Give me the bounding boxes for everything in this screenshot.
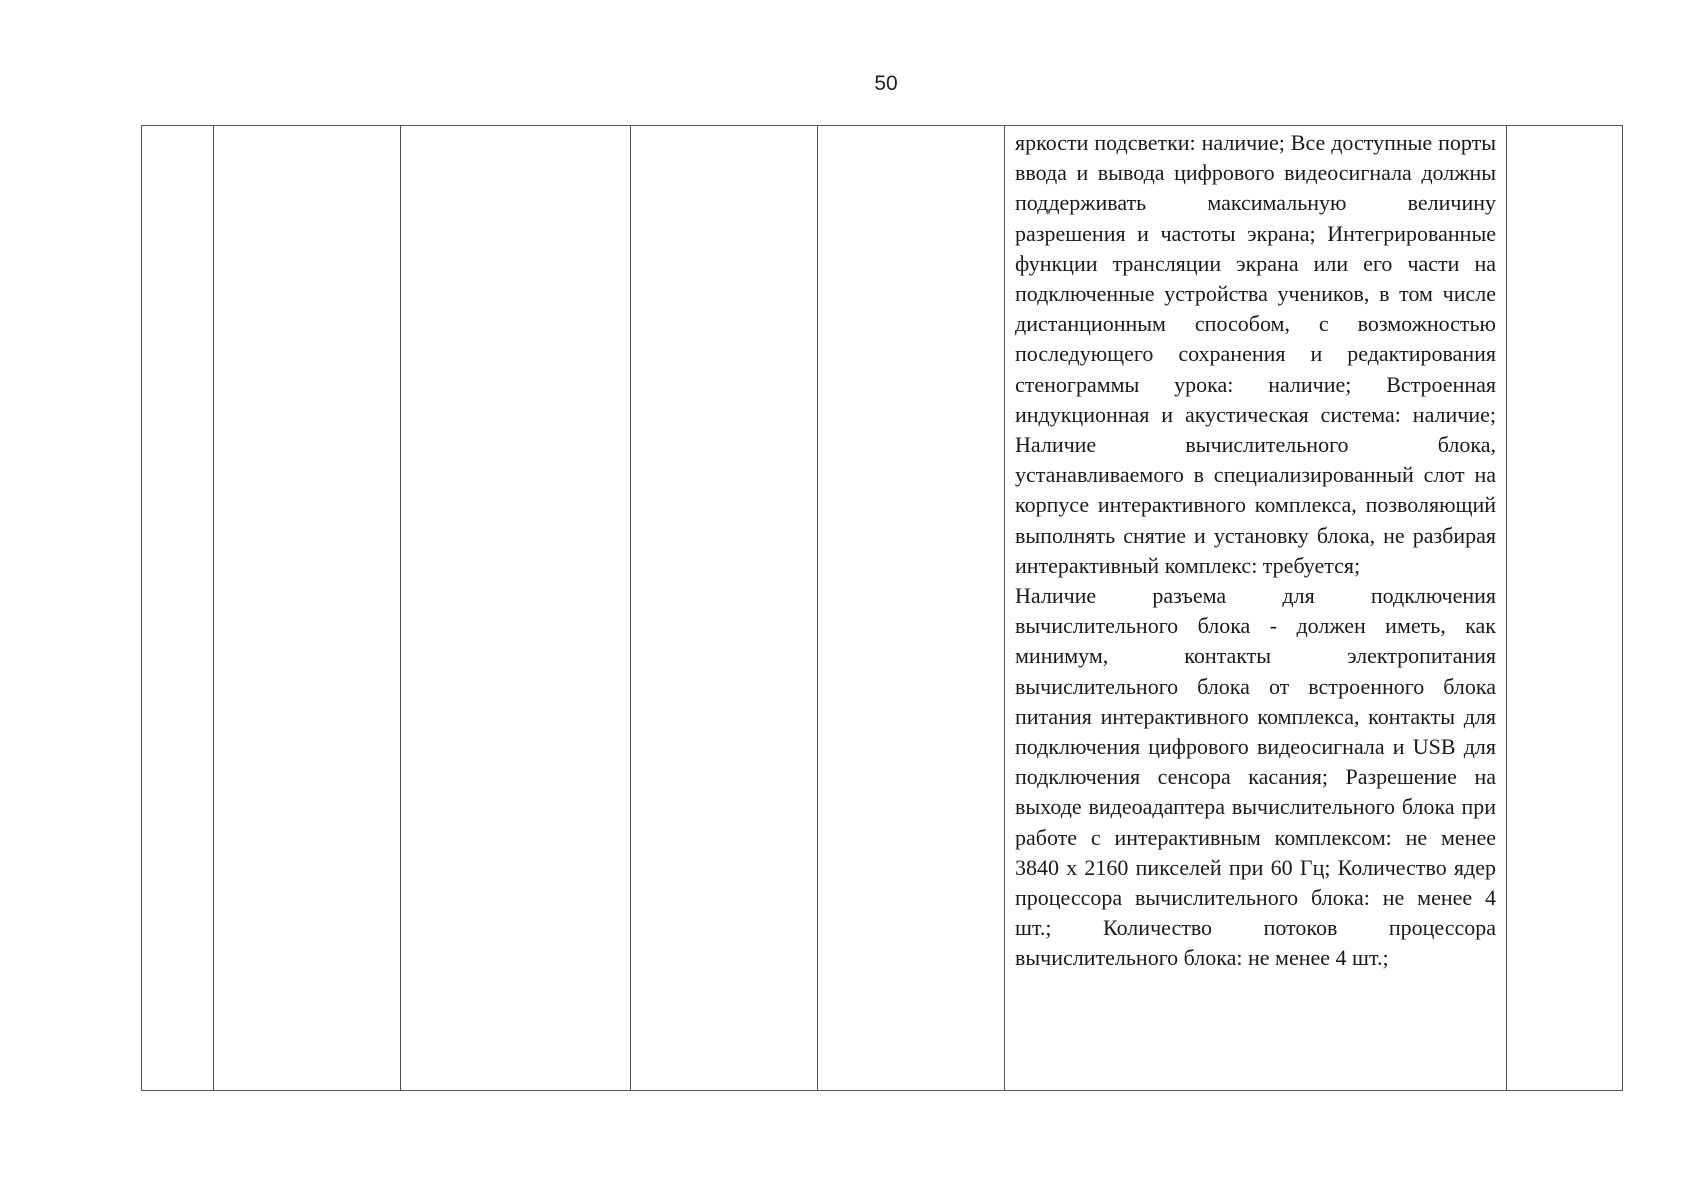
table-cell-name — [214, 126, 401, 1091]
specification-text — [1005, 126, 1506, 1090]
table-cell-last — [1507, 126, 1623, 1091]
table-cell-column-5 — [818, 126, 1005, 1091]
specification-table — [141, 125, 1623, 1091]
table-row — [142, 126, 1623, 1091]
table-cell-specification — [1005, 126, 1507, 1091]
specification-paragraph: Наличие разъема для подключения вычислительного блока - должен иметь, как минимум, контакты электропитания вычислительного блока от встроенного блока питания интерактивного комплекса, контакты для подключения цифрового видеосигнала и USB для подключения сенсора касания; Разрешение на выходе видеоадаптера вычислительного блока при работе с интерактивным комплексом: не менее 3840 х 2160 пикселей при 60 Гц; Количество ядер процессора вычислительного блока: не менее 4 шт.; Количество потоков процессора вычислительного блока: не менее 4 шт.; — [1015, 583, 1496, 971]
page-number: 50 — [874, 72, 898, 95]
specification-paragraph: яркости подсветки: наличие; Все доступные порты ввода и вывода цифрового видеосигнала должны поддерживать максимальную величину разрешения и частоты экрана; Интегрированные функции трансляции экрана или его части на подключенные устройства учеников, в том числе дистанционным способом, с возможностью последующего сохранения и редактирования стенограммы урока: наличие; Встроенная индукционная и акустическая система: наличие; Наличие вычислительного блока, устанавливаемого в специализированный слот на корпусе интерактивного комплекса, позволяющий выполнять снятие и установку блока, не разбирая интерактивный комплекс: требуется; — [1015, 130, 1496, 578]
table-cell-column-3 — [401, 126, 631, 1091]
table-cell-number — [142, 126, 214, 1091]
table-cell-column-4 — [631, 126, 818, 1091]
